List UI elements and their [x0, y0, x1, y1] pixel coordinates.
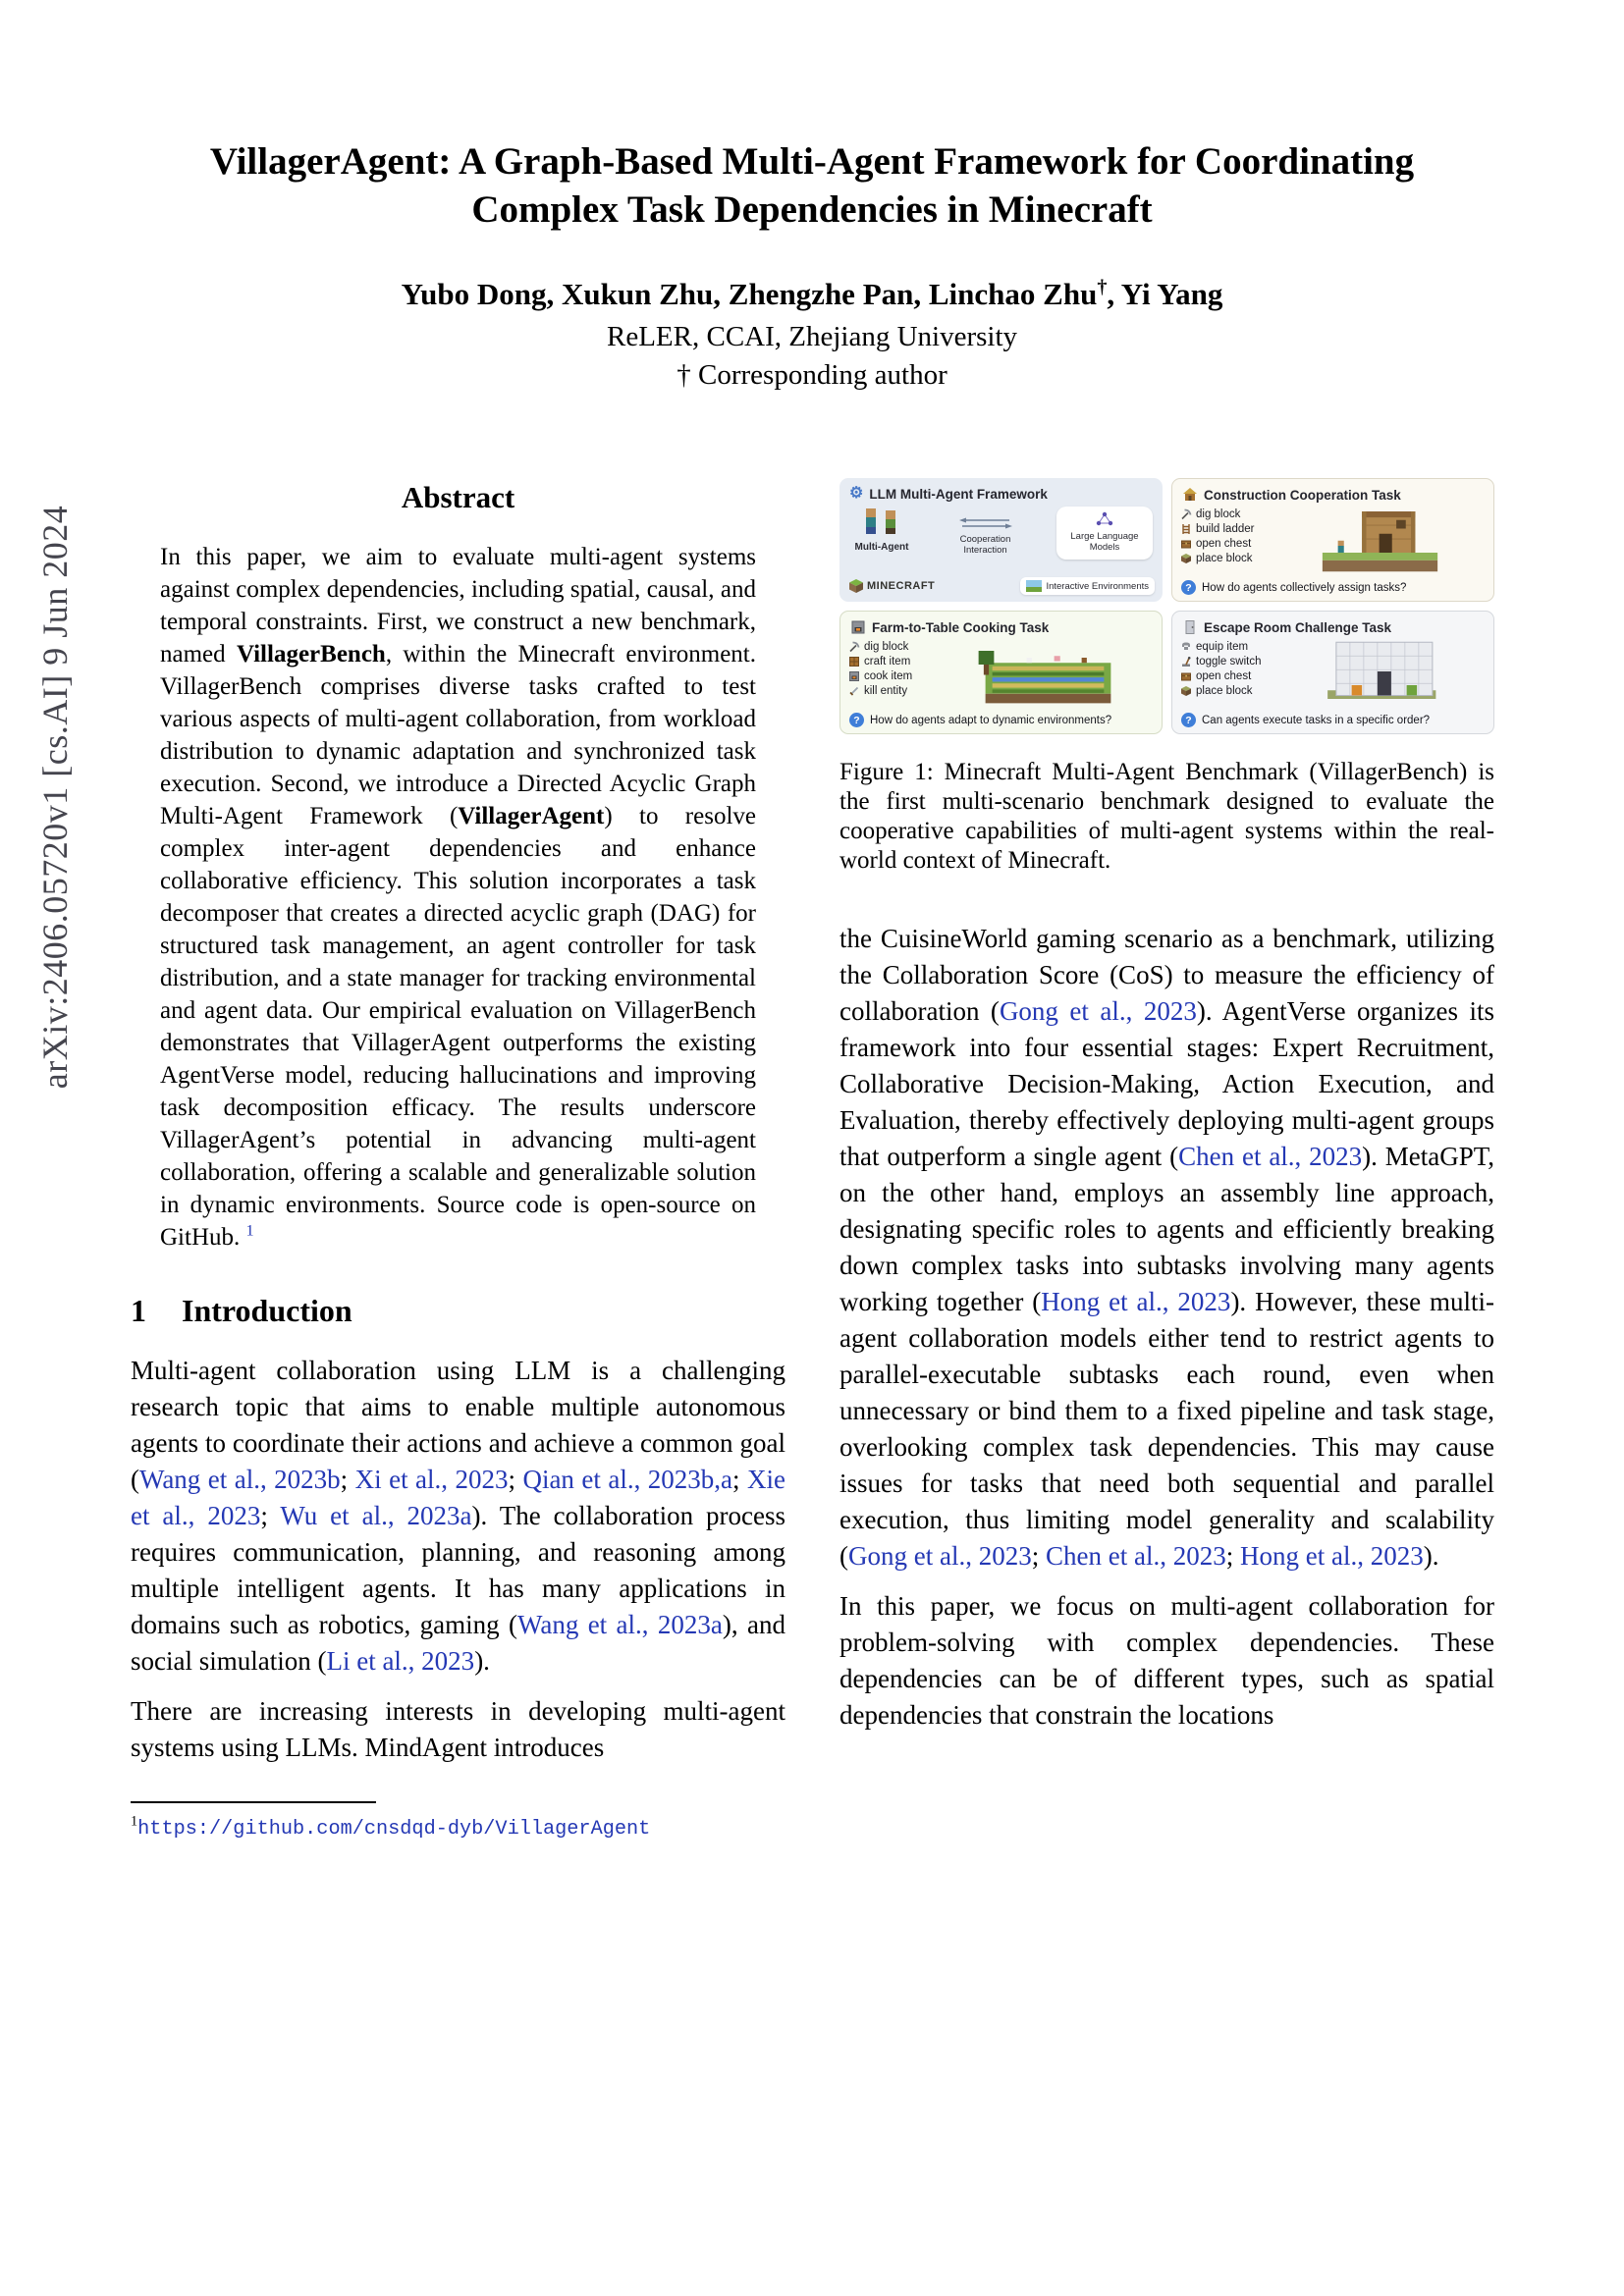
action-label: place block [1196, 552, 1253, 564]
furnace-icon [850, 619, 866, 635]
two-column-body [0, 474, 1624, 1843]
question-text: Can agents execute tasks in a specific order? [1202, 714, 1431, 726]
lever-icon [1180, 656, 1192, 667]
construction-panel-title: Construction Cooperation Task [1204, 487, 1401, 503]
text-segment: VillagerBench [236, 641, 386, 668]
action-item [848, 654, 939, 668]
llm-bubble [1056, 507, 1153, 560]
crafting-table-icon [848, 656, 860, 667]
minecraft-logo [849, 579, 935, 593]
llm-network-icon [1095, 511, 1114, 527]
environment-thumbnail-icon [1026, 580, 1042, 592]
footnote-1 [131, 1813, 785, 1843]
framework-panel-footer [849, 577, 1155, 595]
cooperation-label: Cooperation Interaction [959, 534, 1011, 557]
gear-icon: ⚙ [849, 485, 864, 503]
action-label: open chest [1196, 669, 1252, 682]
cooking-panel-title: Farm-to-Table Cooking Task [872, 619, 1050, 635]
text-segment: In this paper, we focus on multi-agent collaboration for problem-solving with complex dependencies. These dependencies can be of different types, such as spatial dependencies that constrain the locations [839, 1591, 1494, 1731]
section-heading-introduction [131, 1293, 785, 1329]
paper-header [0, 0, 1624, 392]
furnace-icon [848, 670, 860, 682]
section-number: 1 [131, 1293, 146, 1329]
text-segment: ; [508, 1465, 523, 1495]
construction-panel-header [1172, 479, 1493, 505]
action-item [848, 668, 939, 683]
action-label: toggle switch [1196, 655, 1262, 667]
environments-label: Interactive Environments [1046, 580, 1149, 592]
intro-paragraph-1 [131, 1353, 785, 1680]
citation-link[interactable]: Wang et al., 2023b [139, 1465, 341, 1495]
sword-icon [848, 685, 860, 697]
figure-panel-escape [1171, 611, 1494, 734]
text-segment: ; [340, 1465, 355, 1495]
abstract-text [131, 541, 785, 1254]
agent-sprites-icon [860, 507, 903, 536]
llm-label: Large Language Models [1070, 531, 1139, 554]
citation-link[interactable]: Li et al., 2023 [326, 1646, 475, 1677]
question-text: How do agents adapt to dynamic environments? [870, 714, 1112, 726]
citation-link[interactable]: Hong et al., 2023 [1239, 1541, 1424, 1572]
grass-block-icon [849, 579, 863, 593]
figure-panel-framework [839, 478, 1163, 602]
construction-question [1181, 580, 1488, 595]
action-item [1180, 551, 1271, 565]
action-item [848, 683, 939, 698]
citation-link[interactable]: Xi et al., 2023 [354, 1465, 509, 1495]
citation-link[interactable]: Chen et al., 2023 [1046, 1541, 1226, 1572]
figure-1-caption [839, 758, 1494, 876]
citation-link[interactable]: Xie et al., 2023 [131, 1465, 785, 1531]
text-segment: ; [260, 1501, 281, 1531]
authors-line [0, 277, 1624, 312]
abstract-heading: Abstract [401, 480, 515, 515]
escape-panel-title: Escape Room Challenge Task [1204, 619, 1392, 635]
framework-panel-body [839, 504, 1163, 560]
question-icon: ? [849, 713, 864, 727]
cooperation-interaction [939, 507, 1033, 557]
right-paragraph-2 [839, 1588, 1494, 1734]
action-item [1180, 668, 1271, 683]
multi-agent-group [849, 507, 914, 553]
construction-action-list [1180, 507, 1271, 565]
action-label: dig block [1196, 507, 1241, 520]
figure-panel-cooking [839, 611, 1163, 734]
text-segment: ). However, these multi-agent collaboration models either tend to restrict agents to parallel-executable subtasks each round, even when unnecessary or bind them to a fixed pipeline and task stage, overlooking complex task dependencies. This may cause issues for tasks that need both sequential and parallel execution, thus limiting model generality and scalability ( [839, 1287, 1494, 1572]
right-column [839, 474, 1494, 1747]
action-label: kill entity [864, 684, 908, 697]
text-segment: ; [732, 1465, 747, 1495]
url-link[interactable]: https://github.com/cnsdqd-dyb/VillagerAgent [137, 1818, 651, 1842]
framework-panel-title: LLM Multi-Agent Framework [869, 486, 1048, 502]
action-item [848, 639, 939, 654]
citation-link[interactable]: Gong et al., 2023 [999, 996, 1197, 1027]
action-item [1180, 507, 1271, 521]
affiliation: ReLER, CCAI, Zhejiang University [606, 321, 1018, 353]
citation-link[interactable]: Wu et al., 2023a [280, 1501, 472, 1531]
multi-agent-label: Multi-Agent [854, 542, 909, 554]
action-label: equip item [1196, 640, 1249, 653]
escape-room-scene [1274, 637, 1486, 706]
cooking-question [849, 713, 1156, 727]
question-icon: ? [1181, 580, 1196, 595]
armor-icon [1180, 641, 1192, 653]
corresponding-author-note: † Corresponding author [677, 359, 947, 392]
chest-icon [1180, 538, 1192, 550]
minecraft-label: MINECRAFT [867, 580, 936, 593]
block-icon [1180, 553, 1192, 564]
action-label: open chest [1196, 537, 1252, 550]
text-segment: ). AgentVerse organizes its framework into four essential stages: Expert Recruitment, Collaborative Decision-Making, Action Execution, and Evaluation, thereby effectively deploying multi-agent groups that outperform a single agent ( [839, 996, 1494, 1172]
action-label: place block [1196, 684, 1253, 697]
ladder-icon [1180, 523, 1192, 535]
construction-scene [1274, 505, 1486, 573]
action-item [1180, 521, 1271, 536]
text-segment: , Yi Yang [1107, 277, 1223, 312]
text-segment: , within the Minecraft environment. VillagerBench comprises diverse tasks crafted to test various aspects of multi-agent collaboration, from workload distribution to dynamic adaptation and synchronized task execution. Second, we introduce a Directed Acyclic Graph Multi-Agent Framework ( [160, 641, 757, 830]
action-item [1180, 639, 1271, 654]
farm-scene [943, 637, 1154, 706]
footnote-marker: † [1097, 276, 1108, 298]
text-segment: ) to resolve complex inter-agent dependencies and enhance collaborative efficiency. This solution incorporates a task decomposer that creates a directed acyclic graph (DAG) for structured task management, an agent controller for task distribution, and a state manager for tracking environmental and agent data. Our empirical evaluation on VillagerBench demonstrates that VillagerAgent outperforms the existing AgentVerse model, reducing hallucinations and improving task decomposition efficacy. The results underscore VillagerAgent’s potential in advancing multi-agent collaboration, offering a scalable and generalizable solution in dynamic environments. Source code is open-source on GitHub. [160, 803, 757, 1252]
citation-link[interactable]: Wang et al., 2023a [517, 1610, 723, 1640]
text-segment: ). The collaboration process requires communication, planning, and reasoning among multiple intelligent agents. It has many applications in domains such as robotics, gaming ( [131, 1501, 785, 1640]
text-segment: ). [1423, 1541, 1439, 1572]
citation-link[interactable]: Chen et al., 2023 [1178, 1142, 1363, 1172]
paper-title: VillagerAgent: A Graph-Based Multi-Agent Framework for Coordinating Complex Task Dependencies in Minecraft [209, 140, 1415, 232]
arxiv-watermark: arXiv:2406.05720v1 [cs.AI] 9 Jun 2024 [35, 505, 75, 1090]
escape-panel-header [1172, 612, 1493, 637]
action-label: cook item [864, 669, 913, 682]
construction-panel-body [1172, 505, 1493, 573]
figure-panel-construction [1171, 478, 1494, 602]
action-item [1180, 536, 1271, 551]
citation-link[interactable]: Gong et al., 2023 [848, 1541, 1032, 1572]
framework-panel-header [839, 478, 1163, 504]
figure-1-graphic [839, 478, 1494, 734]
text-segment: the CuisineWorld gaming scenario as a benchmark, utilizing the Collaboration Score (CoS) to measure the efficiency of collaboration ( [839, 924, 1494, 1027]
pickaxe-icon [848, 641, 860, 653]
right-paragraph-1 [839, 921, 1494, 1575]
house-icon [1182, 487, 1198, 503]
action-label: craft item [864, 655, 911, 667]
footnote-marker: 1 [131, 1813, 138, 1830]
text-segment: Yubo Dong, Xukun Zhu, Zhengzhe Pan, Linchao Zhu [401, 277, 1098, 312]
text-segment: VillagerAgent [458, 803, 605, 830]
figure-1 [839, 478, 1494, 876]
left-column [131, 474, 785, 1843]
footnote-block [131, 1801, 785, 1843]
cooking-action-list [848, 639, 939, 698]
text-segment: ). MetaGPT, on the other hand, employs an assembly line approach, designating specific roles to agents and efficiently breaking down complex tasks into subtasks involving many agents working together ( [839, 1142, 1494, 1317]
section-title: Introduction [182, 1293, 352, 1329]
cooking-panel-header [840, 612, 1162, 637]
escape-action-list [1180, 639, 1271, 698]
text-segment: Multi-agent collaboration using LLM is a challenging research topic that aims to enable multiple autonomous agents to coordinate their actions and achieve a common goal ( [131, 1356, 785, 1495]
action-label: dig block [864, 640, 909, 653]
text-segment: Figure 1: Minecraft Multi-Agent Benchmark (VillagerBench) is the first multi-scenario benchmark designed to evaluate the cooperative capabilities of multi-agent systems within the real-world context of Minecraft. [839, 759, 1494, 875]
question-text: How do agents collectively assign tasks? [1202, 581, 1407, 594]
citation-link[interactable]: Hong et al., 2023 [1041, 1287, 1231, 1317]
question-icon: ? [1181, 713, 1196, 727]
citation-link[interactable]: 1 [245, 1221, 254, 1240]
cooperation-arrows-icon [956, 516, 1015, 530]
action-label: build ladder [1196, 522, 1255, 535]
text-segment: ), and social simulation ( [131, 1610, 785, 1677]
action-item [1180, 654, 1271, 668]
chest-icon [1180, 670, 1192, 682]
pickaxe-icon [1180, 508, 1192, 520]
citation-link[interactable]: Qian et al., 2023b,a [522, 1465, 733, 1495]
text-segment: There are increasing interests in developing multi-agent systems using LLMs. MindAgent introduces [131, 1696, 785, 1763]
intro-paragraph-2 [131, 1693, 785, 1766]
escape-question [1181, 713, 1488, 727]
iron-door-icon [1182, 619, 1198, 635]
text-segment: ). [474, 1646, 490, 1677]
text-segment: ; [1031, 1541, 1046, 1572]
escape-panel-body [1172, 637, 1493, 706]
text-segment: In this paper, we aim to evaluate multi-agent systems against complex dependencies, including spatial, causal, and temporal constraints. First, we construct a new benchmark, named [160, 544, 756, 668]
action-item [1180, 683, 1271, 698]
text-segment: ; [1225, 1541, 1240, 1572]
interactive-environments-box [1020, 577, 1155, 595]
footnote-rule [131, 1801, 376, 1803]
cooking-panel-body [840, 637, 1162, 706]
block-icon [1180, 685, 1192, 697]
